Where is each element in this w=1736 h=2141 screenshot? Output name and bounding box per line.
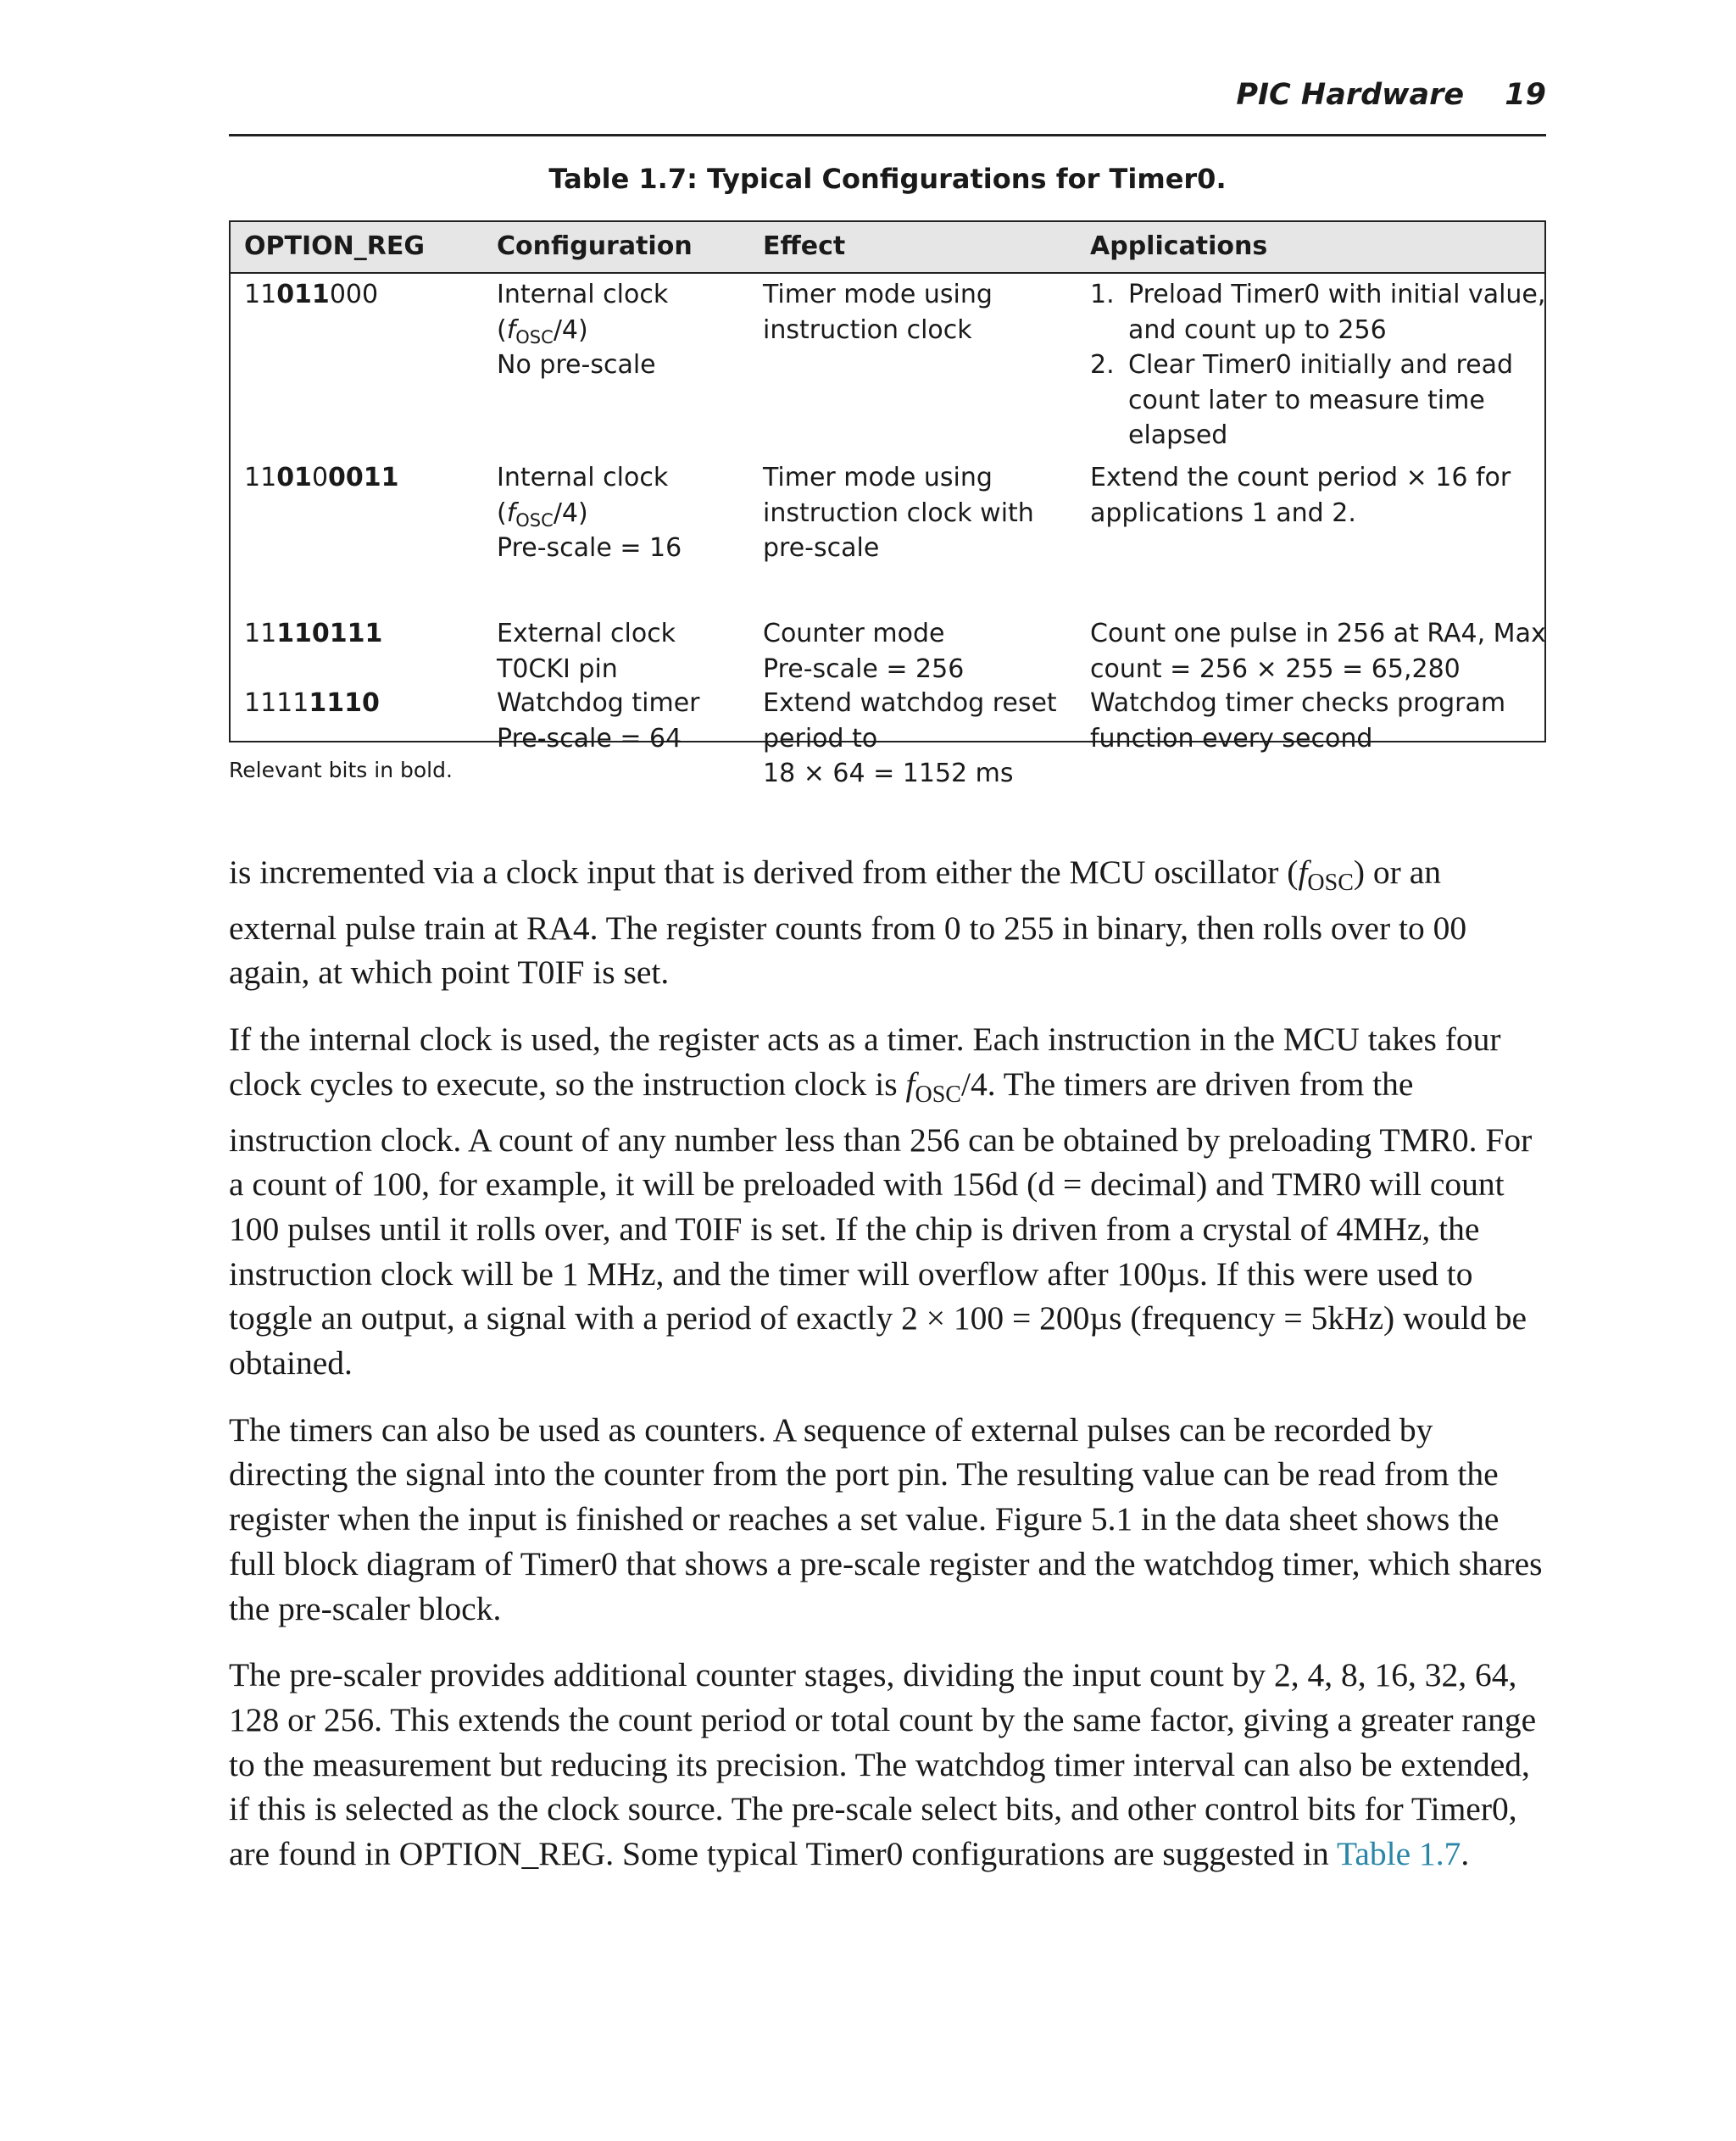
applications-cell: Count one pulse in 256 at RA4, Max count = 256 × 255 = 65,280 [1090, 619, 1546, 684]
paragraph-2: If the internal clock is used, the register acts as a timer. Each instruction in the MCU takes four clock cycles to execute, so the instruction clock is $f_{OSC}/4$. The timers are driven from the instruction clock. A count of any number less than 256 can be obtained by preloading TMR0. For a count of 100, for example, it will be preloaded with 156d (d = decimal) and TMR0 will count 100 pulses until it rolls over, and T0IF is set. If the chip is driven from a crystal of 4MHz, the instruction clock will be 1 MHz, and the timer will overflow after 100µs. If this were used to toggle an output, a signal with a period of exactly 2 × 100 = 200µs (frequency = 5kHz) would be obtained. [229, 1020, 1533, 1382]
configuration-cell: Internal clock $(f_{OSC}/4)$ No pre-scale [497, 280, 669, 380]
table-caption: Table 1.7: Typical Configurations for Timer0. [548, 163, 1227, 195]
col-header-applications: Applications [1090, 231, 1268, 261]
col-header-effect: Effect [763, 231, 846, 261]
option-reg-value: 110100011 [244, 463, 399, 492]
col-header-configuration: Configuration [497, 231, 693, 261]
table-reference-link[interactable]: Table 1.7 [1336, 1835, 1461, 1873]
applications-cell: Extend the count period × 16 for applications 1 and 2. [1090, 463, 1511, 528]
paragraph-3: The timers can also be used as counters. A sequence of external pulses can be recorded by directing the signal into the counter from the port pin. The resulting value can be read from the register when the input is finished or reaches a set value. Figure 5.1 in the data sheet shows the full block diagram of Timer0 that shows a pre-scale register and the watchdog timer, which shares the pre-scaler block. [229, 1410, 1543, 1627]
col-header-option-reg: OPTION_REG [244, 231, 425, 261]
effect-cell: Counter mode Pre-scale = 256 [763, 619, 965, 684]
applications-cell: 1. Preload Timer0 with initial value, and count up to 256 2. Clear Timer0 initially and read count later to measure time elapsed [1090, 280, 1546, 450]
configuration-cell: Internal clock $(f_{OSC}/4)$ Pre-scale = 16 [497, 463, 682, 563]
page-number: 19 [1505, 78, 1546, 112]
paragraph-1: is incremented via a clock input that is derived from either the MCU oscillator $(f_{OSC})$ or an external pulse train at RA4. The register counts from 0 to 255 in binary, then rolls over to 00 again, at which point T0IF is set. [229, 854, 1467, 992]
body-text [229, 850, 1548, 1899]
configuration-cell: External clock T0CKI pin [497, 619, 676, 684]
effect-cell: Timer mode using instruction clock with pre-scale [763, 463, 1034, 563]
paragraph-4: The pre-scaler provides additional counter stages, dividing the input count by 2, 4, 8, 16, 32, 64, 128 or 256. This extends the count period or total count by the same factor, giving a greater range to the measurement but reducing its precision. The watchdog timer interval can also be extended, if this is selected as the clock source. The pre-scale select bits, and other control bits for Timer0, are found in OPTION_REG. Some typical Timer0 configurations are suggested in Table 1.7. [229, 1656, 1537, 1873]
effect-cell: Extend watchdog reset period to 18 × 64 = 1152 ms [763, 688, 1057, 788]
table-header-row [231, 222, 1544, 274]
option-reg-value: 11110111 [244, 619, 383, 648]
table-note: Relevant bits in bold. [229, 758, 453, 782]
effect-cell: Timer mode using instruction clock [763, 280, 993, 345]
section-title: PIC Hardware [1236, 78, 1465, 112]
configuration-cell: Watchdog timer Pre-scale = 64 [497, 688, 700, 754]
option-reg-value: 11011000 [244, 280, 379, 309]
running-header [229, 78, 1546, 136]
applications-cell: Watchdog timer checks program function every second [1090, 688, 1506, 754]
option-reg-value: 11111110 [244, 688, 380, 718]
